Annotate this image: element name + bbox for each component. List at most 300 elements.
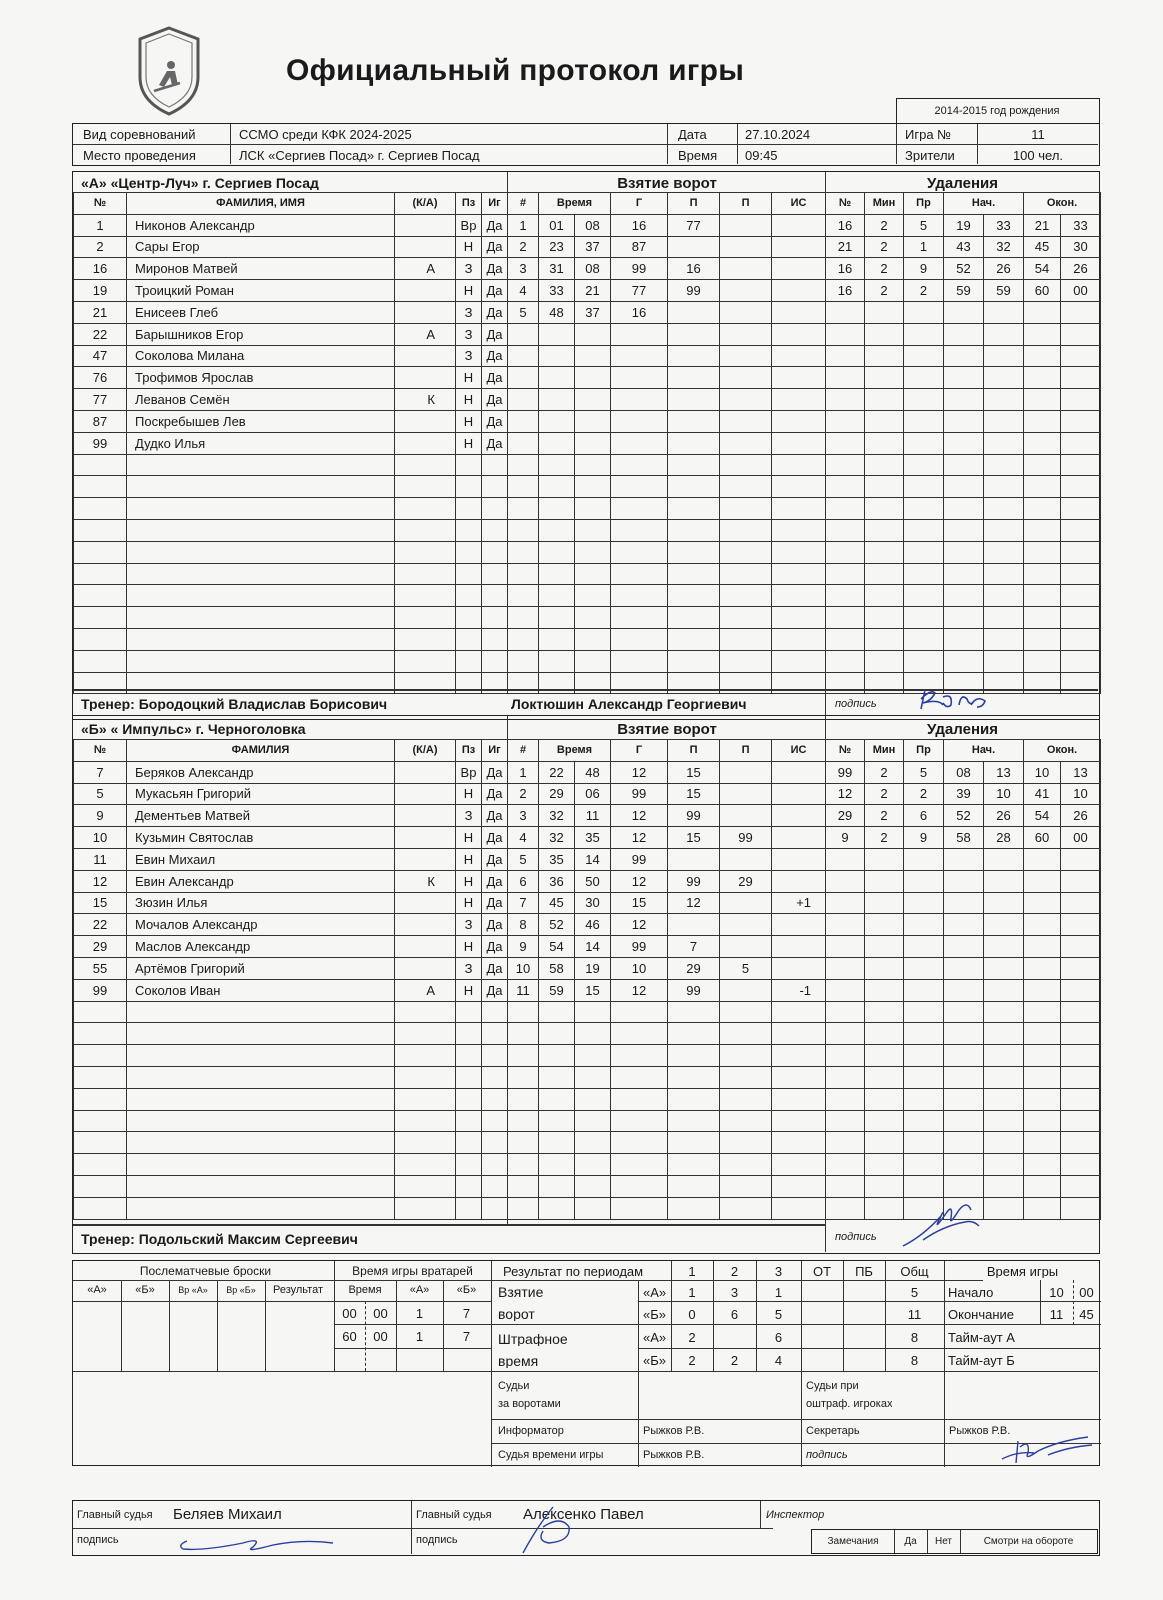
goal-row <box>508 301 826 323</box>
player-number <box>74 1197 127 1219</box>
roster-row <box>74 827 508 849</box>
roster-row <box>74 367 508 389</box>
penalty-minutes: 2 <box>865 214 904 236</box>
goals-b-period-6: 11 <box>907 1308 922 1321</box>
goal-scorer <box>611 498 668 520</box>
goal-assist-2 <box>720 607 772 629</box>
player-position <box>456 563 482 585</box>
penalty-reason <box>904 1088 944 1110</box>
player-name <box>127 1023 395 1045</box>
period-col-so: ПБ <box>855 1265 873 1278</box>
goal-number <box>508 1088 539 1110</box>
player-played: Да <box>482 410 508 432</box>
period-col-2: 2 <box>730 1265 739 1278</box>
roster-row <box>74 563 508 585</box>
goal-assist-2 <box>720 389 772 411</box>
player-position <box>456 519 482 541</box>
penalty-reason: 5 <box>904 214 944 236</box>
penalty-end-sec <box>1061 410 1101 432</box>
goal-situation <box>772 323 826 345</box>
player-played: Да <box>482 761 508 783</box>
penalty-start-sec <box>984 541 1024 563</box>
goal-scorer: 16 <box>611 214 668 236</box>
player-name <box>127 1110 395 1132</box>
penalty-end-min <box>1024 585 1061 607</box>
goal-situation <box>772 805 826 827</box>
goal-number: 3 <box>508 805 539 827</box>
penalty-start-sec <box>984 563 1024 585</box>
penalty-start-min <box>944 1001 984 1023</box>
player-number: 10 <box>74 827 127 849</box>
player-name <box>127 1066 395 1088</box>
roster-row <box>74 979 508 1001</box>
goal-number: 8 <box>508 914 539 936</box>
goals-header: # <box>508 193 539 215</box>
penalty-end-sec <box>1061 672 1101 694</box>
player-number <box>74 1001 127 1023</box>
player-number: 87 <box>74 410 127 432</box>
penalty-minutes: 2 <box>865 805 904 827</box>
penalty-minutes <box>865 1088 904 1110</box>
goal-minute: 32 <box>539 805 575 827</box>
goal-second: 35 <box>575 827 611 849</box>
penalty-row <box>826 783 1101 805</box>
penalty-row <box>826 389 1101 411</box>
goal-scorer <box>611 367 668 389</box>
penalty-reason <box>904 607 944 629</box>
roster-row <box>74 389 508 411</box>
goal-second <box>575 628 611 650</box>
goal-number <box>508 650 539 672</box>
player-number: 11 <box>74 848 127 870</box>
player-role <box>395 214 456 236</box>
player-number: 22 <box>74 914 127 936</box>
goal-assist-1 <box>668 345 720 367</box>
penalty-reason: 2 <box>904 280 944 302</box>
penalty-minutes <box>865 848 904 870</box>
penalty-end-min <box>1024 1023 1061 1045</box>
goal-scorer <box>611 454 668 476</box>
penalty-reason <box>904 541 944 563</box>
goal-situation <box>772 1066 826 1088</box>
roster-header: Иг <box>482 193 508 215</box>
player-name <box>127 1197 395 1219</box>
penalty-start-sec: 28 <box>984 827 1024 849</box>
penalty-reason <box>904 454 944 476</box>
roster-row <box>74 519 508 541</box>
penalty-end-min <box>1024 1045 1061 1067</box>
penalty-end-min <box>1024 541 1061 563</box>
penalty-end-sec <box>1061 1110 1101 1132</box>
goal-minute <box>539 1045 575 1067</box>
player-number <box>74 607 127 629</box>
roster-row <box>74 410 508 432</box>
penalty-start-sec <box>984 1088 1024 1110</box>
player-played: Да <box>482 957 508 979</box>
goal-second <box>575 1132 611 1154</box>
goal-minute: 52 <box>539 914 575 936</box>
player-played: Да <box>482 870 508 892</box>
player-number <box>74 650 127 672</box>
penalty-end-sec <box>1061 848 1101 870</box>
goal-assist-2 <box>720 563 772 585</box>
roster-row <box>74 892 508 914</box>
roster-row <box>74 1197 508 1219</box>
penalty-minutes: 2 <box>865 236 904 258</box>
penalty-end-min <box>1024 1001 1061 1023</box>
player-played <box>482 1154 508 1176</box>
pim-label-2: время <box>498 1354 539 1368</box>
roster-row <box>74 1066 508 1088</box>
goal-situation <box>772 1175 826 1197</box>
penalty-end-sec: 10 <box>1061 783 1101 805</box>
shootout-col-b: «Б» <box>135 1285 155 1296</box>
goal-assist-2 <box>720 1197 772 1219</box>
penalty-start-min <box>944 541 984 563</box>
goal-assist-1: 16 <box>668 258 720 280</box>
player-name: Мукасьян Григорий <box>127 783 395 805</box>
penalty-minutes <box>865 367 904 389</box>
goal-assist-2 <box>720 585 772 607</box>
penalty-end-min <box>1024 957 1061 979</box>
player-number <box>74 1045 127 1067</box>
goal-number <box>508 1154 539 1176</box>
goal-assist-2 <box>720 1154 772 1176</box>
goal-assist-2 <box>720 914 772 936</box>
penalty-minutes <box>865 870 904 892</box>
player-position: Н <box>456 892 482 914</box>
penalty-row <box>826 870 1101 892</box>
player-name <box>127 476 395 498</box>
goal-assist-1 <box>668 1110 720 1132</box>
goal-second <box>575 1045 611 1067</box>
penalty-player <box>826 1110 865 1132</box>
player-role <box>395 783 456 805</box>
penalty-row <box>826 214 1101 236</box>
player-name: Енисеев Глеб <box>127 301 395 323</box>
goals-label-1: Взятие <box>498 1285 544 1299</box>
goal-assist-2 <box>720 498 772 520</box>
goal-second <box>575 476 611 498</box>
player-played <box>482 1175 508 1197</box>
goal-second: 14 <box>575 848 611 870</box>
secretary-signature <box>998 1421 1098 1467</box>
goal-assist-1 <box>668 1001 720 1023</box>
goal-row <box>508 323 826 345</box>
penalty-end-sec <box>1061 498 1101 520</box>
roster-header: (К/А) <box>395 193 456 215</box>
team-b-goals-table <box>507 739 826 1220</box>
goal-situation <box>772 628 826 650</box>
penalty-header: Окон. <box>1024 740 1101 762</box>
player-number: 1 <box>74 214 127 236</box>
penalty-end-sec: 30 <box>1061 236 1101 258</box>
goal-minute <box>539 650 575 672</box>
penalty-player: 9 <box>826 827 865 849</box>
player-played <box>482 1045 508 1067</box>
penalty-end-min <box>1024 432 1061 454</box>
goal-row <box>508 1045 826 1067</box>
penalty-end-sec <box>1061 432 1101 454</box>
player-name <box>127 498 395 520</box>
penalty-row <box>826 258 1101 280</box>
player-position <box>456 585 482 607</box>
penalty-minutes <box>865 410 904 432</box>
penalty-end-min <box>1024 1132 1061 1154</box>
player-name: Барышников Егор <box>127 323 395 345</box>
goal-situation <box>772 367 826 389</box>
penalty-start-sec <box>984 1045 1024 1067</box>
goal-assist-1 <box>668 1175 720 1197</box>
referees-section <box>72 1500 1100 1556</box>
goal-number <box>508 607 539 629</box>
player-name: Дементьев Матвей <box>127 805 395 827</box>
goal-situation <box>772 870 826 892</box>
penalty-start-min: 52 <box>944 258 984 280</box>
goal-second <box>575 672 611 694</box>
team-a-coach: Тренер: Бородоцкий Владислав Борисович <box>81 697 388 711</box>
shootout-col-gk-a: Вр «А» <box>178 1286 208 1295</box>
goal-minute <box>539 410 575 432</box>
player-position <box>456 541 482 563</box>
goals-a-period-6: 5 <box>910 1286 919 1299</box>
remarks-no[interactable]: Нет <box>934 1537 953 1547</box>
goals-header: # <box>508 740 539 762</box>
penalty-player <box>826 389 865 411</box>
goal-number <box>508 345 539 367</box>
penalty-player: 21 <box>826 236 865 258</box>
goal-situation <box>772 1045 826 1067</box>
penalty-player <box>826 1132 865 1154</box>
goal-minute <box>539 389 575 411</box>
penalty-judges-label-1: Судьи при <box>806 1381 859 1392</box>
goal-minute <box>539 541 575 563</box>
team-a-penalties-title: Удаления <box>927 176 998 191</box>
roster-row <box>74 585 508 607</box>
team-b-name: «Б» « Импульс» г. Черноголовка <box>81 722 306 736</box>
penalty-row <box>826 827 1101 849</box>
penalty-player <box>826 454 865 476</box>
player-name: Кузьмин Святослав <box>127 827 395 849</box>
penalty-player <box>826 367 865 389</box>
penalty-start-sec: 59 <box>984 280 1024 302</box>
penalty-end-min <box>1024 1088 1061 1110</box>
goal-row <box>508 541 826 563</box>
penalty-header: Пр <box>904 740 944 762</box>
team-b-goals-title: Взятие ворот <box>617 722 717 737</box>
player-position: Н <box>456 827 482 849</box>
player-name: Троицкий Роман <box>127 280 395 302</box>
goal-number: 2 <box>508 236 539 258</box>
goal-second: 30 <box>575 892 611 914</box>
goal-assist-2 <box>720 1023 772 1045</box>
penalty-player <box>826 979 865 1001</box>
penalty-end-sec <box>1061 389 1101 411</box>
team-a-roster-table <box>73 192 508 694</box>
penalty-start-sec <box>984 848 1024 870</box>
goal-second <box>575 607 611 629</box>
player-number <box>74 541 127 563</box>
goal-assist-2 <box>720 1110 772 1132</box>
goals-header: Г <box>611 193 668 215</box>
player-position: Н <box>456 367 482 389</box>
roster-row <box>74 214 508 236</box>
penalty-start-min <box>944 454 984 476</box>
player-number <box>74 672 127 694</box>
shootout-title: Послематчевые броски <box>139 1265 272 1277</box>
penalty-row <box>826 607 1101 629</box>
roster-row <box>74 541 508 563</box>
remarks-yes[interactable]: Да <box>904 1537 917 1547</box>
goal-second <box>575 1066 611 1088</box>
goal-minute: 23 <box>539 236 575 258</box>
goal-scorer <box>611 345 668 367</box>
shootout-col-a: «А» <box>87 1285 107 1296</box>
goal-scorer: 99 <box>611 783 668 805</box>
penalty-end-min <box>1024 1175 1061 1197</box>
goal-minute: 22 <box>539 761 575 783</box>
player-role <box>395 957 456 979</box>
penalty-reason <box>904 957 944 979</box>
player-name <box>127 607 395 629</box>
player-position <box>456 1088 482 1110</box>
penalty-header: Пр <box>904 193 944 215</box>
penalty-minutes <box>865 672 904 694</box>
player-number: 77 <box>74 389 127 411</box>
goal-second <box>575 410 611 432</box>
penalty-player <box>826 1154 865 1176</box>
goal-assist-1 <box>668 236 720 258</box>
goal-number <box>508 1066 539 1088</box>
player-played <box>482 585 508 607</box>
goal-scorer <box>611 1045 668 1067</box>
goal-number <box>508 672 539 694</box>
goal-row <box>508 432 826 454</box>
goal-scorer <box>611 541 668 563</box>
goal-situation <box>772 280 826 302</box>
goal-scorer <box>611 1154 668 1176</box>
goal-second <box>575 498 611 520</box>
player-number: 29 <box>74 936 127 958</box>
goal-minute <box>539 1154 575 1176</box>
player-role <box>395 1088 456 1110</box>
period-col-total: Общ <box>900 1265 929 1278</box>
penalty-minutes <box>865 1175 904 1197</box>
start-minutes: 00 <box>1079 1286 1094 1299</box>
goal-minute <box>539 367 575 389</box>
goal-number <box>508 389 539 411</box>
goal-situation <box>772 957 826 979</box>
player-played: Да <box>482 345 508 367</box>
goal-situation <box>772 1132 826 1154</box>
goal-situation <box>772 1088 826 1110</box>
period-col-3: 3 <box>774 1265 783 1278</box>
penalty-start-min <box>944 1110 984 1132</box>
goal-assist-2 <box>720 805 772 827</box>
roster-row <box>74 280 508 302</box>
player-position: Н <box>456 870 482 892</box>
penalty-player <box>826 936 865 958</box>
penalty-end-min <box>1024 323 1061 345</box>
penalty-start-min: 08 <box>944 761 984 783</box>
date-label: Дата <box>678 128 707 141</box>
penalty-reason <box>904 1066 944 1088</box>
header-box <box>72 123 1100 166</box>
penalty-minutes <box>865 454 904 476</box>
penalty-row <box>826 805 1101 827</box>
penalty-start-min <box>944 476 984 498</box>
goals-header: П <box>720 193 772 215</box>
roster-header: ФАМИЛИЯ, ИМЯ <box>127 193 395 215</box>
penalty-reason <box>904 936 944 958</box>
goal-assist-1 <box>668 541 720 563</box>
goals-header: ИС <box>772 740 826 762</box>
penalty-reason <box>904 519 944 541</box>
player-played: Да <box>482 848 508 870</box>
goal-situation <box>772 519 826 541</box>
goal-situation <box>772 1154 826 1176</box>
goal-second <box>575 1197 611 1219</box>
player-name <box>127 650 395 672</box>
player-number: 55 <box>74 957 127 979</box>
goal-row <box>508 1066 826 1088</box>
penalty-reason: 1 <box>904 236 944 258</box>
goal-situation <box>772 914 826 936</box>
penalty-start-min <box>944 410 984 432</box>
player-number <box>74 585 127 607</box>
spectators-label: Зрители <box>905 149 955 162</box>
roster-row <box>74 628 508 650</box>
roster-row <box>74 1132 508 1154</box>
team-a-coach-signature <box>913 675 1013 715</box>
player-position <box>456 498 482 520</box>
penalty-start-min <box>944 301 984 323</box>
penalty-player <box>826 848 865 870</box>
goal-minute: 48 <box>539 301 575 323</box>
goal-row <box>508 805 826 827</box>
penalty-end-min <box>1024 936 1061 958</box>
goal-scorer: 12 <box>611 805 668 827</box>
player-role <box>395 236 456 258</box>
penalty-end-min: 10 <box>1024 761 1061 783</box>
period-col-ot: ОТ <box>812 1265 832 1278</box>
roster-row <box>74 783 508 805</box>
goal-scorer <box>611 1088 668 1110</box>
goal-assist-1 <box>668 367 720 389</box>
player-position <box>456 454 482 476</box>
goal-situation <box>772 476 826 498</box>
penalty-row <box>826 476 1101 498</box>
player-position: Н <box>456 936 482 958</box>
goal-scorer <box>611 1132 668 1154</box>
player-name: Никонов Александр <box>127 214 395 236</box>
roster-row <box>74 476 508 498</box>
goal-number <box>508 585 539 607</box>
goal-situation <box>772 936 826 958</box>
goal-situation <box>772 1197 826 1219</box>
goal-situation <box>772 585 826 607</box>
roster-header: ФАМИЛИЯ <box>127 740 395 762</box>
penalty-start-sec <box>984 1132 1024 1154</box>
player-role <box>395 848 456 870</box>
player-number <box>74 1132 127 1154</box>
timekeeper-value: Рыжков Р.В. <box>643 1450 705 1461</box>
penalty-row <box>826 892 1101 914</box>
goal-assist-2 <box>720 979 772 1001</box>
penalty-end-sec <box>1061 1023 1101 1045</box>
goal-scorer <box>611 607 668 629</box>
penalty-end-sec <box>1061 650 1101 672</box>
